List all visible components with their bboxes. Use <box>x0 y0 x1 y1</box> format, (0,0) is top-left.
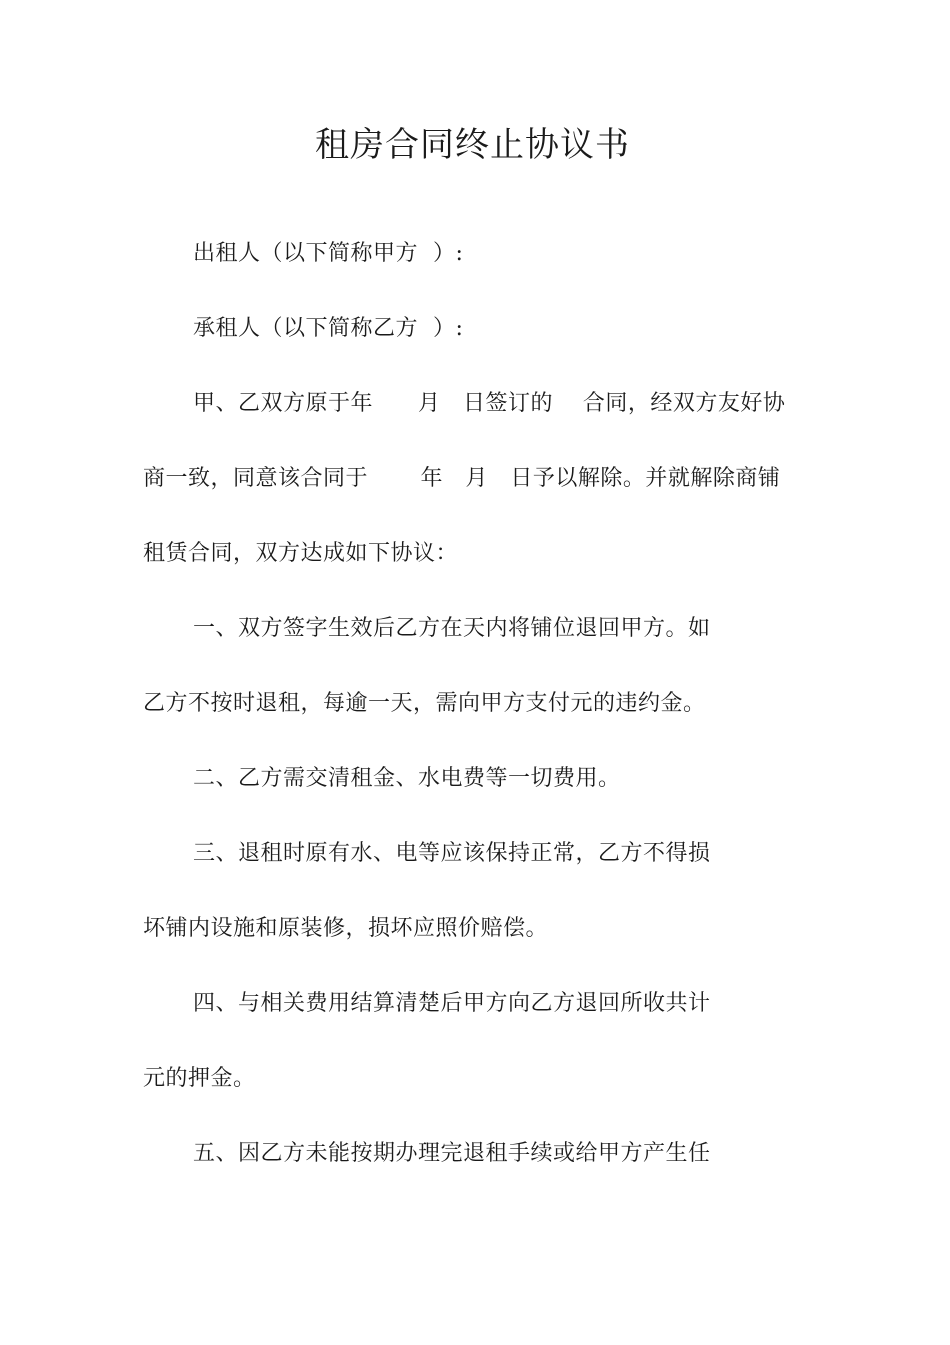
document-title: 租房合同终止协议书 <box>315 125 630 165</box>
clause-2-line: 二、乙方需交清租金、水电费等一切费用。 <box>193 766 621 791</box>
clause-4-line: 四、与相关费用结算清楚后甲方向乙方退回所收共计 <box>193 991 711 1016</box>
paragraph-line: 甲、乙双方原于年 月 日签订的 合同，经双方友好协 <box>193 391 786 416</box>
lessor-line: 出租人（以下简称甲方 ）: <box>193 241 464 266</box>
clause-3-line: 三、退租时原有水、电等应该保持正常，乙方不得损 <box>193 841 711 866</box>
paragraph-line: 商一致，同意该合同于 年 月 日予以解除。并就解除商铺 <box>143 466 781 491</box>
lessee-line: 承租人（以下简称乙方 ）: <box>193 316 464 341</box>
paragraph-line: 租赁合同，双方达成如下协议： <box>143 541 459 566</box>
clause-3-line: 坏铺内设施和原装修，损坏应照价赔偿。 <box>143 916 549 941</box>
clause-4-line: 元的押金。 <box>143 1066 256 1091</box>
clause-5-line: 五、因乙方未能按期办理完退租手续或给甲方产生任 <box>193 1141 711 1166</box>
clause-1-line: 一、双方签字生效后乙方在天内将铺位退回甲方。如 <box>193 616 711 641</box>
clause-1-line: 乙方不按时退租，每逾一天，需向甲方支付元的违约金。 <box>143 691 706 716</box>
